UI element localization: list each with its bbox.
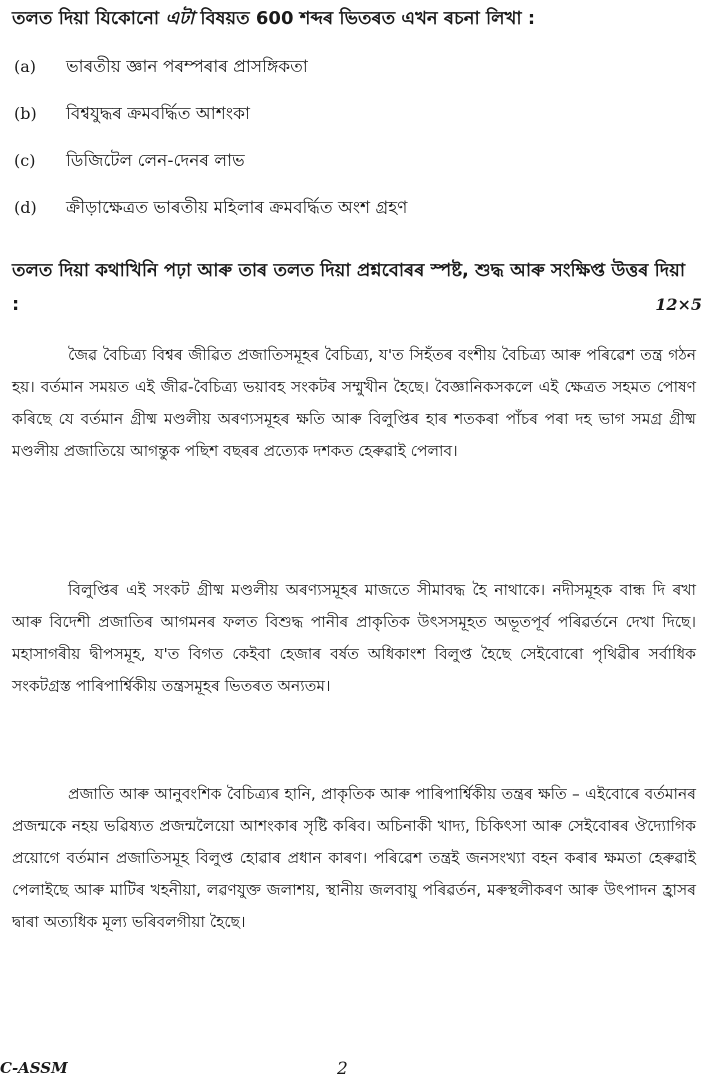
- essay-option-c: [12, 146, 692, 193]
- essay-option-b: [12, 99, 692, 146]
- passage-paragraph-3: প্ৰজাতি আৰু আনুবংশিক বৈচিত্ৰ্যৰ হানি, প্ৰাকৃতিক আৰু পাৰিপাৰ্শ্বিকীয় তন্ত্ৰৰ ক্ষতি – এইবোৰে বৰ্তমানৰ প্ৰজন্মকে নহয় ভৱিষ্যত প্ৰজন্মলৈয়ো আশংকাৰ সৃষ্টি কৰিব। অচিনাকী খাদ্য, চিকিৎসা আৰু সেইবোৰৰ ঔদ্যোগিক প্ৰয়োগে বৰ্তমান প্ৰজাতিসমূহ বিলুপ্ত হোৱাৰ প্ৰধান কাৰণ। পৰিৱেশ তন্ত্ৰই জনসংখ্যা বহন কৰাৰ ক্ষমতা হেৰুৱাই পেলাইছে আৰু মাটিৰ খহনীয়া, লৱণযুক্ত জলাশয়, স্থানীয় জলবায়ু পৰিৱৰ্তন, মৰুস্থলীকৰণ আৰু উৎপাদন হ্ৰাসৰ দ্বাৰা অত্যধিক মূল্য ভৰিবলগীয়া হৈছে।: [12, 785, 696, 931]
- comprehension-instruction: তলত দিয়া কথাখিনি পঢ়া আৰু তাৰ তলত দিয়া প্ৰশ্নবোৰৰ স্পষ্ট, শুদ্ধ আৰু সংক্ষিপ্ত উত্তৰ দিয়া :: [12, 260, 686, 315]
- essay-option-a: [12, 52, 692, 99]
- paper-code: C-ASSM: [0, 1059, 68, 1077]
- option-letter: (b): [14, 104, 37, 123]
- option-letter: (c): [14, 151, 36, 170]
- option-text: ডিজিটেল লেন-দেনৰ লাভ: [66, 151, 245, 171]
- essay-option-d: [12, 193, 692, 240]
- page-number: 2: [337, 1059, 348, 1079]
- marks-label: 12×5: [655, 295, 702, 314]
- essay-instruction-part1: তলত দিয়া যিকোনো: [12, 8, 166, 29]
- option-letter: (a): [14, 57, 37, 76]
- option-text: বিশ্বযুদ্ধৰ ক্ৰমবৰ্দ্ধিত আশংকা: [66, 104, 250, 124]
- option-text: ক্ৰীড়াক্ষেত্ৰত ভাৰতীয় মহিলাৰ ক্ৰমবৰ্দ্ধিত অংশ গ্ৰহণ: [66, 198, 408, 218]
- passage-paragraph-2: বিলুপ্তিৰ এই সংকট গ্ৰীষ্ম মণ্ডলীয় অৰণ্যসমূহৰ মাজতে সীমাবদ্ধ হৈ নাথাকে। নদীসমূহক বান্ধ দি ৰখা আৰু বিদেশী প্ৰজাতিৰ আগমনৰ ফলত বিশুদ্ধ পানীৰ প্ৰাকৃতিক উৎসসমূহত অভূতপূৰ্ব পৰিৱৰ্তনে দেখা দিছে। মহাসাগৰীয় দ্বীপসমূহ, য'ত বিগত কেইবা হেজাৰ বৰ্ষত অধিকাংশ বিলুপ্ত হৈছে সেইবোৰো পৃথিৱীৰ সৰ্বাধিক সংকটগ্ৰস্ত পাৰিপাৰ্শ্বিকীয় তন্ত্ৰসমূহৰ ভিতৰত অন্যতম।: [12, 581, 696, 695]
- essay-instruction-part2: বিষয়ত 600 শব্দৰ ভিতৰত এখন ৰচনা লিখা :: [194, 8, 536, 29]
- essay-instruction-emphasis: এটা: [165, 8, 195, 29]
- option-text: ভাৰতীয় জ্ঞান পৰম্পৰাৰ প্ৰাসঙ্গিকতা: [66, 57, 308, 77]
- essay-instruction: [12, 2, 698, 36]
- essay-options-list: [12, 52, 692, 240]
- option-letter: (d): [14, 198, 37, 217]
- passage-paragraph-1: জৈৱ বৈচিত্ৰ্য বিশ্বৰ জীৱিত প্ৰজাতিসমূহৰ বৈচিত্ৰ্য, য'ত সিহঁতৰ বংশীয় বৈচিত্ৰ্য আৰু পৰিৱেশ তন্ত্ৰ গঠন হয়। বৰ্তমান সময়ত এই জীৱ-বৈচিত্ৰ্য ভয়াবহ সংকটৰ সম্মুখীন হৈছে। বৈজ্ঞানিকসকলে এই ক্ষেত্ৰত সহমত পোষণ কৰিছে যে বৰ্তমান গ্ৰীষ্ম মণ্ডলীয় অৰণ্যসমূহৰ ক্ষতি আৰু বিলুপ্তিৰ হাৰ শতকৰা পাঁচৰ পৰা দহ ভাগ সমগ্ৰ গ্ৰীষ্ম মণ্ডলীয় প্ৰজাতিয়ে আগন্তুক পছিশ বছৰৰ প্ৰত্যেক দশকত হেৰুৱাই পেলাব।: [12, 346, 696, 460]
